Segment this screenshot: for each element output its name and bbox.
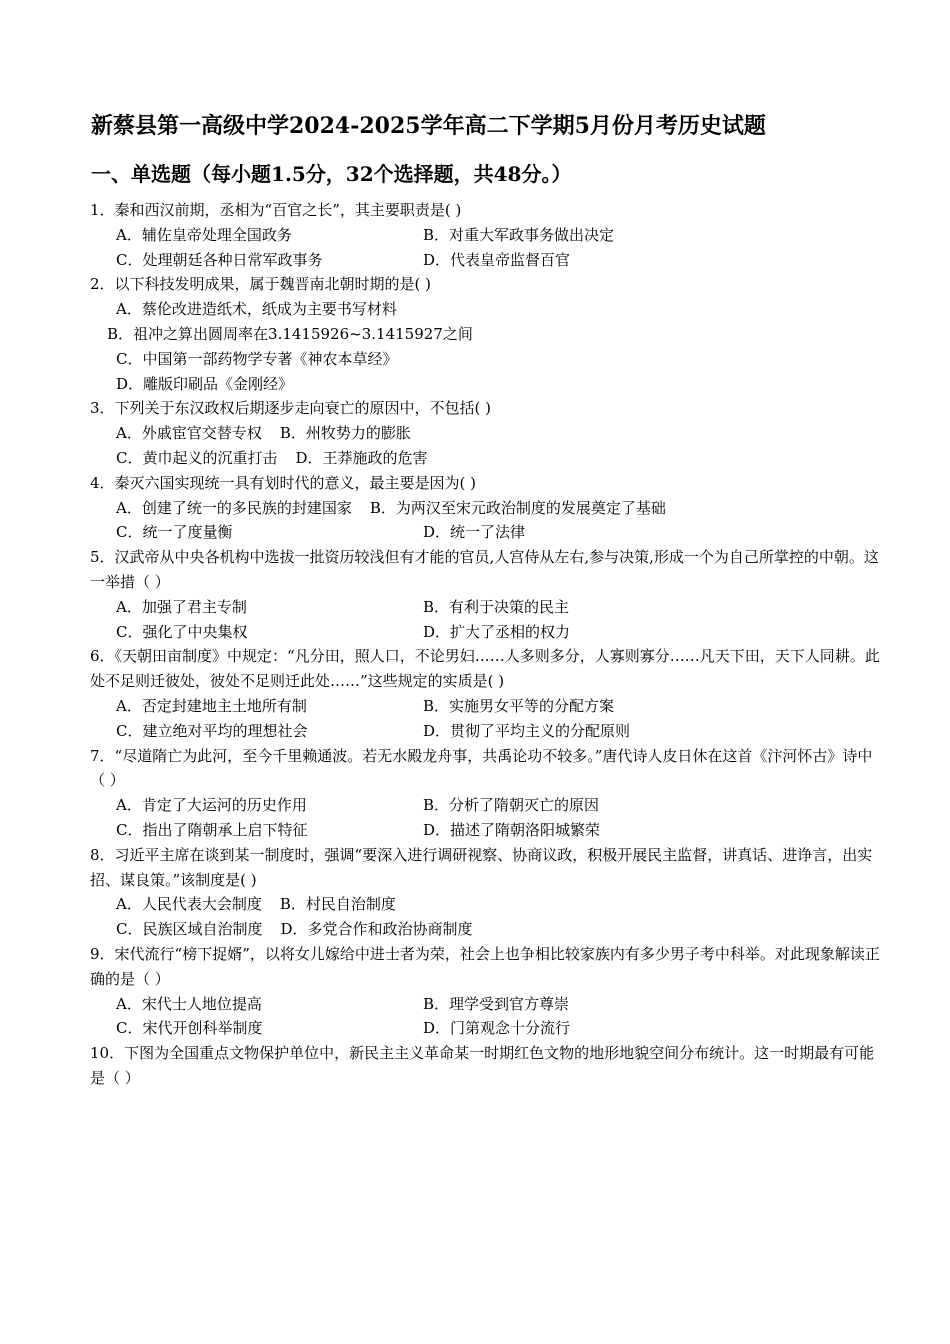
option-c: C．宋代开创科举制度 [116,1019,263,1038]
question-9 [90,942,880,1041]
option-a: A．否定封建地主土地所有制 [116,696,307,715]
option-c: C．处理朝廷各种日常军政事务 [116,250,323,269]
question-options [90,694,880,744]
option-a: A．外戚宦官交替专权 [116,424,262,443]
question-options [90,223,880,273]
question-options [90,421,880,471]
option-b: B．分析了隋朝灭亡的原因 [423,796,600,815]
question-options [90,793,880,843]
option-d: D．代表皇帝监督百官 [423,250,571,269]
option-c: C．建立绝对平均的理想社会 [116,721,308,740]
option-d: D．门第观念十分流行 [423,1019,571,1038]
question-2 [90,272,880,396]
question-stem: 6．《天朝田亩制度》中规定：“凡分田，照人口，不论男妇……人多则多分，人寡则寡分……凡天下田，天下人同耕。此处不足则迁彼处，彼处不足则迁此处……”这些规定的实质是( ) [90,647,880,691]
option-a: A．肯定了大运河的历史作用 [116,796,307,815]
question-stem: 3．下列关于东汉政权后期逐步走向衰亡的原因中，不包括( ) [90,399,492,418]
question-stem: 2．以下科技发明成果，属于魏晋南北朝时期的是( ) [90,275,432,294]
option-d: D．贯彻了平均主义的分配原则 [423,721,631,740]
option-d: D．多党合作和政治协商制度 [280,920,473,939]
question-stem: 5．汉武帝从中央各机构中选拔一批资历较浅但有才能的官员,人宫侍从左右,参与决策,形成一个为自己所掌控的中朝。这一举措（ ） [90,548,879,591]
option-c: C．民族区域自治制度 [116,920,263,939]
question-list [90,198,880,1091]
option-a: A．加强了君主专制 [116,597,247,616]
option-b: B．村民自治制度 [279,895,396,914]
option-a: A．蔡伦改进造纸术，纸成为主要书写材料 [116,300,397,319]
section-heading: 一、单选题（每小题1.5分，32个选择题，共48分。） [91,162,572,186]
option-d: D．统一了法律 [423,523,526,542]
option-c: C．统一了度量衡 [116,523,233,542]
option-a: A．宋代士人地位提高 [116,994,262,1013]
question-4 [90,471,880,545]
option-b: B．为两汉至宋元政治制度的发展奠定了基础 [369,498,666,517]
question-8 [90,843,880,942]
exam-title: 新蔡县第一高级中学2024-2025学年高二下学期5月份月考历史试题 [91,113,766,139]
question-10 [90,1041,880,1091]
question-stem: 4．秦灭六国实现统一具有划时代的意义，最主要是因为( ) [90,473,477,492]
question-1 [90,198,880,272]
option-b: B．对重大军政事务做出决定 [423,225,615,244]
option-c: C．中国第一部药物学专著《神农本草经》 [116,349,398,368]
question-7 [90,744,880,843]
option-d: D．扩大了丞相的权力 [423,622,571,641]
question-stem: 10．下图为全国重点文物保护单位中，新民主主义革命某一时期红色文物的地形地貌空间分布统计。这一时期最有可能是（ ） [90,1044,875,1087]
option-a: A．创建了统一的多民族的封建国家 [116,498,352,517]
question-stem: 8．习近平主席在谈到某一制度时，强调“要深入进行调研视察、协商议政，积极开展民主监督，讲真话、进诤言，出实招、谋良策。”该制度是( ) [90,845,873,889]
question-options [90,992,880,1042]
option-b: B．有利于决策的民主 [423,597,570,616]
option-c: C．指出了隋朝承上启下特征 [116,820,308,839]
question-options [90,297,880,396]
question-stem: 9．宋代流行“榜下捉婿”，以将女儿嫁给中进士者为荣，社会上也争相比较家族内有多少男子考中科举。对此现象解读正确的是（ ） [90,944,880,988]
question-options [90,595,880,645]
question-stem: 7．“尽道隋亡为此河，至今千里赖通波。若无水殿龙舟事，共禹论功不较多。”唐代诗人皮日休在这首《汴河怀古》诗中（ ） [90,746,873,790]
option-a: A．人民代表大会制度 [116,895,262,914]
question-options [90,892,880,942]
option-c: C．强化了中央集权 [116,622,248,641]
option-b: B．实施男女平等的分配方案 [423,696,615,715]
option-c: C．黄巾起义的沉重打击 [116,448,278,467]
question-3 [90,396,880,470]
option-d: D．描述了隋朝洛阳城繁荣 [423,820,601,839]
option-b: B．理学受到官方尊崇 [423,994,570,1013]
option-b: B．州牧势力的膨胀 [279,424,411,443]
question-5 [90,545,880,644]
option-b: B．祖冲之算出圆周率在3.1415926~3.1415927之间 [107,324,473,343]
question-stem: 1．秦和西汉前期，丞相为“百官之长”，其主要职责是( ) [90,201,462,219]
question-6 [90,644,880,743]
question-options [90,496,880,546]
option-d: D．王莽施政的危害 [295,448,428,467]
option-d: D．雕版印刷品《金刚经》 [116,374,294,393]
option-a: A．辅佐皇帝处理全国政务 [116,225,292,244]
